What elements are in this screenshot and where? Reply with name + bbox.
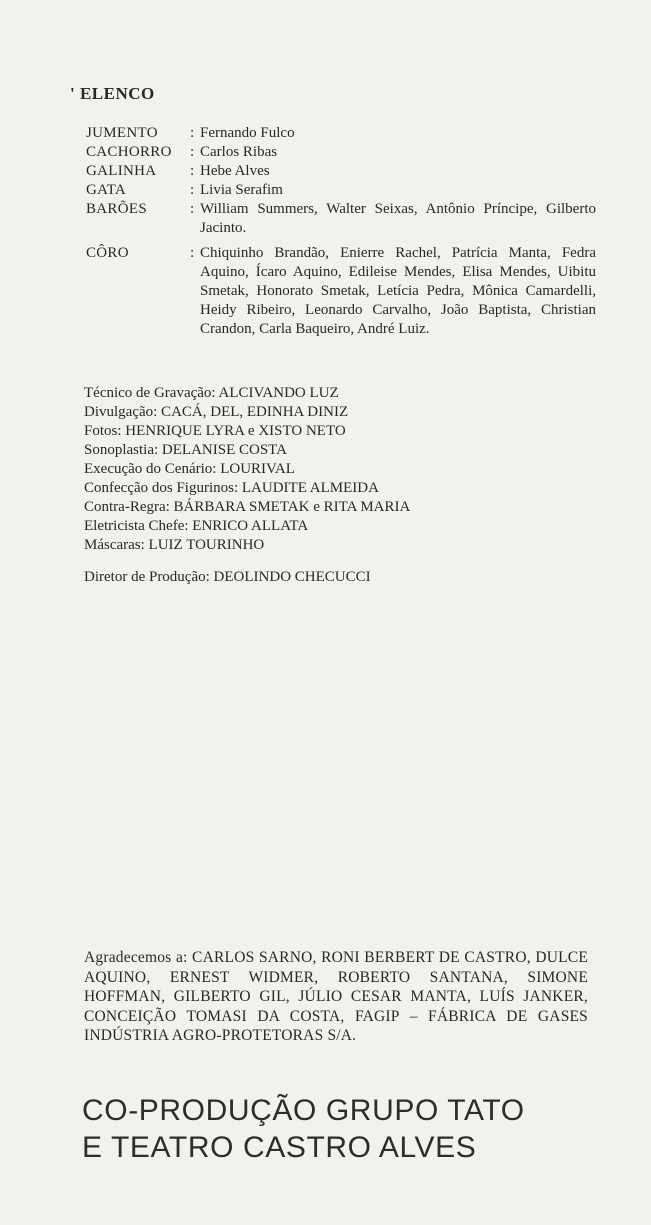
colon: : bbox=[190, 245, 195, 261]
acknowledgements: Agradecemos a: CARLOS SARNO, RONI BERBERT DE CASTRO, DULCE AQUINO, ERNEST WIDMER, ROBERTO SANTANA, SIMONE HOFFMAN, GILBERTO GIL, JÚLIO CESAR MANTA, LUÍS JANKER, CONCEIÇÃO TOMASI DA COSTA, FAGIP – FÁBRICA DE GASES INDÚSTRIA AGRO-PROTETORAS S/A. bbox=[84, 949, 588, 1044]
cast-role: BARÕES bbox=[86, 201, 147, 217]
cast-entry bbox=[86, 200, 596, 238]
crew-credit: Técnico de Gravação: ALCIVANDO LUZ bbox=[84, 385, 339, 401]
crew-credit: Eletricista Chefe: ENRICO ALLATA bbox=[84, 518, 309, 534]
coproduction-credit bbox=[82, 1092, 602, 1166]
cast-heading: ' ELENCO bbox=[70, 84, 155, 103]
cast-role: CÔRO bbox=[86, 245, 129, 261]
cast-list bbox=[86, 124, 596, 339]
cast-role: GALINHA bbox=[86, 163, 157, 179]
cast-role: CACHORRO bbox=[86, 144, 172, 160]
cast-entry bbox=[86, 244, 596, 339]
cast-role: JUMENTO bbox=[86, 125, 158, 141]
colon: : bbox=[190, 144, 195, 160]
crew-credit: Divulgação: CACÁ, DEL, EDINHA DINIZ bbox=[84, 404, 349, 420]
crew-credit: Confecção dos Figurinos: LAUDITE ALMEIDA bbox=[84, 480, 379, 496]
cast-names: Chiquinho Brandão, Enierre Rachel, Patrícia Manta, Fedra Aquino, Ícaro Aquino, Edileise Mendes, Elisa Mendes, Uibitu Smetak, Honorato Smetak, Letícia Pedra, Mônica Camardelli, Heidy Ribeiro, Leonardo Carvalho, João Baptista, Christian Crandon, Carla Baqueiro, André Luiz. bbox=[200, 245, 596, 337]
crew-credit: Fotos: HENRIQUE LYRA e XISTO NETO bbox=[84, 423, 346, 439]
cast-names: William Summers, Walter Seixas, Antônio Príncipe, Gilberto Jacinto. bbox=[200, 201, 596, 236]
colon: : bbox=[190, 163, 195, 179]
cast-entry bbox=[86, 143, 596, 162]
crew-credit: Máscaras: LUIZ TOURINHO bbox=[84, 537, 265, 553]
crew-credit: Sonoplastia: DELANISE COSTA bbox=[84, 442, 287, 458]
cast-names: Carlos Ribas bbox=[200, 144, 278, 160]
production-director: Diretor de Produção: DEOLINDO CHECUCCI bbox=[84, 569, 371, 585]
cast-names: Livia Serafim bbox=[200, 182, 283, 198]
cast-role: GATA bbox=[86, 182, 126, 198]
crew-credit: Contra-Regra: BÁRBARA SMETAK e RITA MARIA bbox=[84, 499, 411, 515]
colon: : bbox=[190, 201, 195, 217]
coproduction-line: CO-PRODUÇÃO GRUPO TATO bbox=[82, 1094, 525, 1127]
crew-credit: Execução do Cenário: LOURIVAL bbox=[84, 461, 295, 477]
colon: : bbox=[190, 182, 195, 198]
coproduction-line: E TEATRO CASTRO ALVES bbox=[82, 1131, 477, 1164]
cast-names: Hebe Alves bbox=[200, 163, 270, 179]
colon: : bbox=[190, 125, 195, 141]
cast-entry bbox=[86, 124, 596, 143]
crew-credits bbox=[84, 384, 410, 555]
cast-names: Fernando Fulco bbox=[200, 125, 295, 141]
cast-entry bbox=[86, 162, 596, 181]
cast-entry bbox=[86, 181, 596, 200]
